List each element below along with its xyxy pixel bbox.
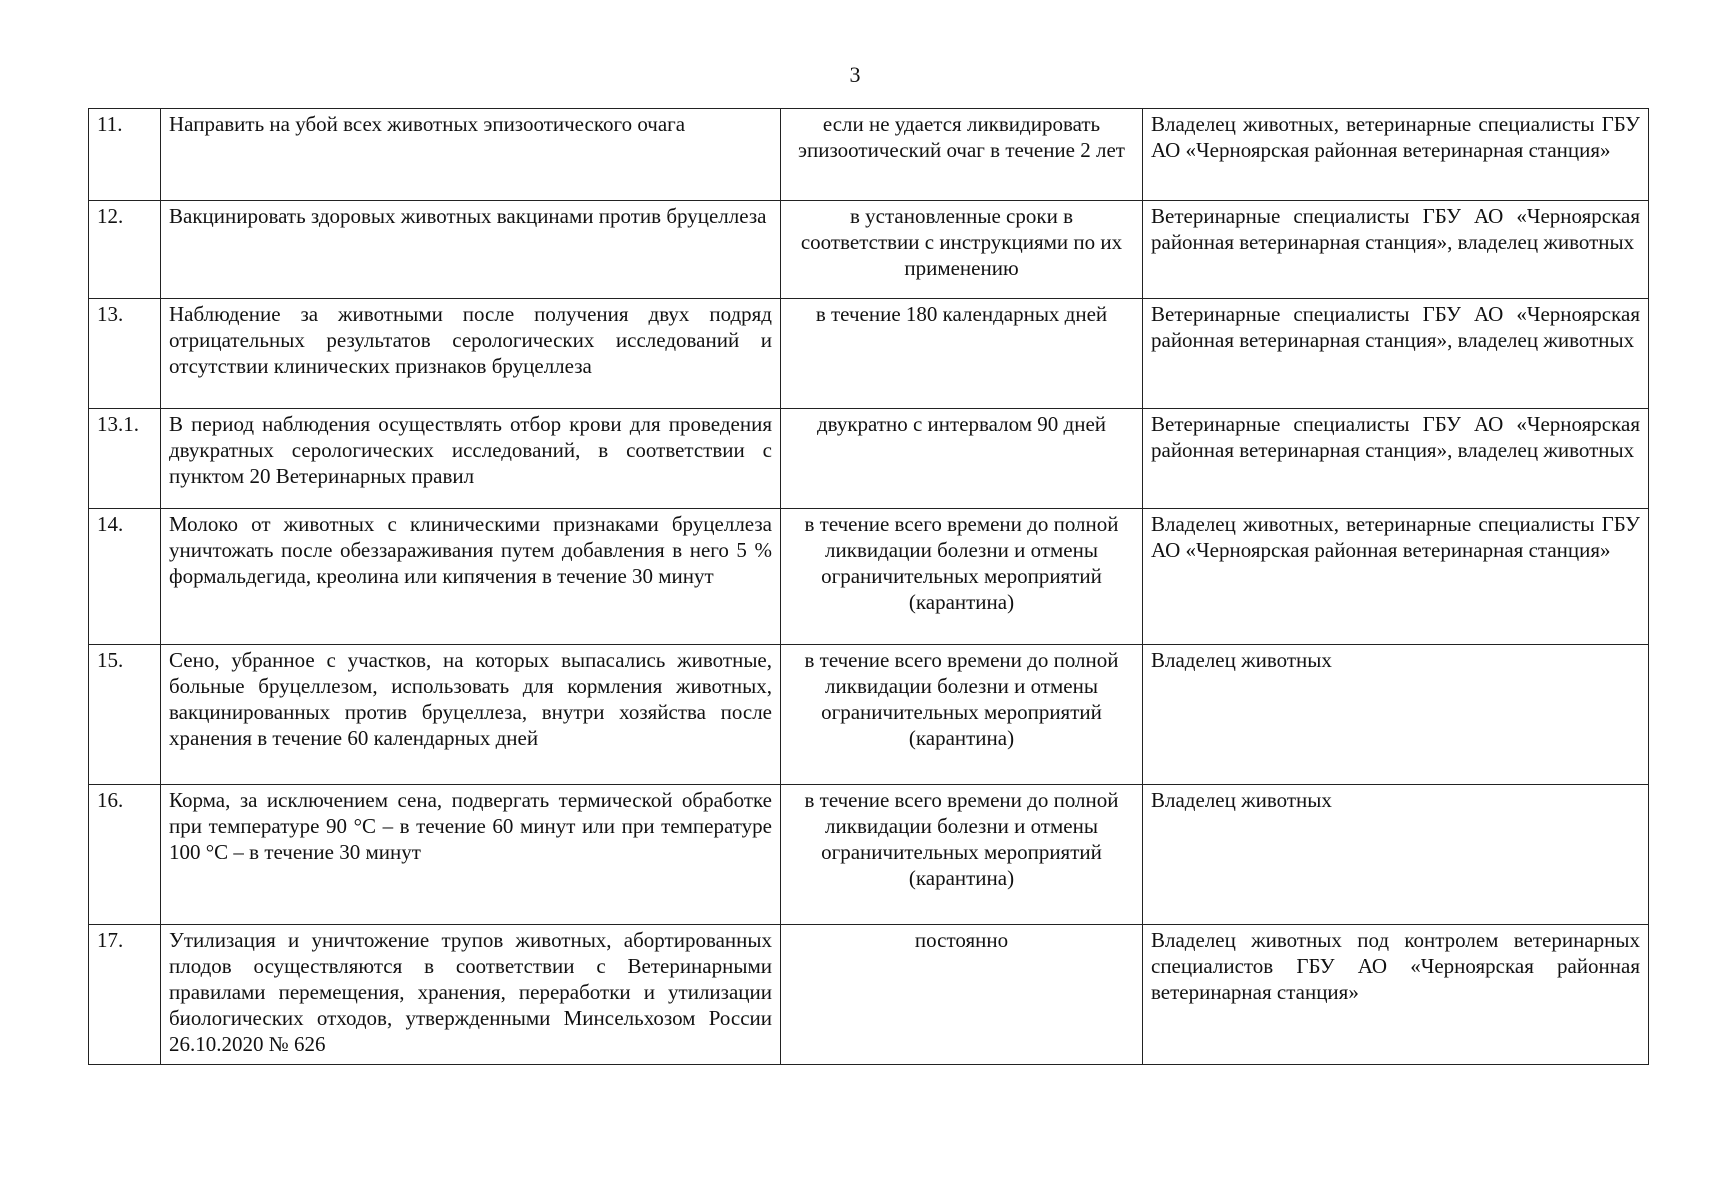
action-cell: Утилизация и уничтожение трупов животных, абортированных плодов осуществляются в соответствии с Ветеринарными правилами перемещения, хранения, переработки и утилизации биологических отходов, утвержденными Минсельхозом России 26.10.2020 № 626	[161, 925, 781, 1065]
responsible-cell: Владелец животных	[1143, 785, 1649, 925]
period-cell: в течение всего времени до полной ликвидации болезни и отмены ограничительных мероприятий (карантина)	[781, 785, 1143, 925]
table-row	[89, 299, 1649, 409]
table-row	[89, 925, 1649, 1065]
table-row	[89, 201, 1649, 299]
responsible-cell: Ветеринарные специалисты ГБУ АО «Черноярская районная ветеринарная станция», владелец животных	[1143, 299, 1649, 409]
action-cell: Молоко от животных с клиническими признаками бруцеллеза уничтожать после обеззараживания путем добавления в него 5 % формальдегида, креолина или кипячения в течение 30 минут	[161, 509, 781, 645]
row-number: 17.	[89, 925, 161, 1065]
row-number: 12.	[89, 201, 161, 299]
row-number: 11.	[89, 109, 161, 201]
period-cell: двукратно с интервалом 90 дней	[781, 409, 1143, 509]
responsible-cell: Ветеринарные специалисты ГБУ АО «Черноярская районная ветеринарная станция», владелец животных	[1143, 201, 1649, 299]
action-cell: Корма, за исключением сена, подвергать термической обработке при температуре 90 °С – в течение 60 минут или при температуре 100 °С – в течение 30 минут	[161, 785, 781, 925]
table-row	[89, 509, 1649, 645]
period-cell: если не удается ликвидировать эпизоотический очаг в течение 2 лет	[781, 109, 1143, 201]
responsible-cell: Владелец животных, ветеринарные специалисты ГБУ АО «Черноярская районная ветеринарная станция»	[1143, 109, 1649, 201]
responsible-cell: Владелец животных под контролем ветеринарных специалистов ГБУ АО «Черноярская районная ветеринарная станция»	[1143, 925, 1649, 1065]
row-number: 13.	[89, 299, 161, 409]
responsible-cell: Ветеринарные специалисты ГБУ АО «Черноярская районная ветеринарная станция», владелец животных	[1143, 409, 1649, 509]
responsible-cell: Владелец животных	[1143, 645, 1649, 785]
period-cell: в течение 180 календарных дней	[781, 299, 1143, 409]
action-cell: Вакцинировать здоровых животных вакцинами против бруцеллеза	[161, 201, 781, 299]
row-number: 13.1.	[89, 409, 161, 509]
table-row	[89, 785, 1649, 925]
period-cell: в течение всего времени до полной ликвидации болезни и отмены ограничительных мероприятий (карантина)	[781, 509, 1143, 645]
action-cell: Направить на убой всех животных эпизоотического очага	[161, 109, 781, 201]
table-row	[89, 645, 1649, 785]
action-cell: В период наблюдения осуществлять отбор крови для проведения двукратных серологических исследований, в соответствии с пунктом 20 Ветеринарных правил	[161, 409, 781, 509]
row-number: 15.	[89, 645, 161, 785]
period-cell: в течение всего времени до полной ликвидации болезни и отмены ограничительных мероприятий (карантина)	[781, 645, 1143, 785]
row-number: 16.	[89, 785, 161, 925]
period-cell: в установленные сроки в соответствии с инструкциями по их применению	[781, 201, 1143, 299]
page-number: 3	[849, 62, 861, 87]
period-cell: постоянно	[781, 925, 1143, 1065]
table-row	[89, 409, 1649, 509]
responsible-cell: Владелец животных, ветеринарные специалисты ГБУ АО «Черноярская районная ветеринарная станция»	[1143, 509, 1649, 645]
action-cell: Сено, убранное с участков, на которых выпасались животные, больные бруцеллезом, использовать для кормления животных, вакцинированных против бруцеллеза, внутри хозяйства после хранения в течение 60 календарных дней	[161, 645, 781, 785]
row-number: 14.	[89, 509, 161, 645]
table-row	[89, 109, 1649, 201]
measures-table	[88, 108, 1649, 1065]
action-cell: Наблюдение за животными после получения двух подряд отрицательных результатов серологических исследований и отсутствии клинических признаков бруцеллеза	[161, 299, 781, 409]
